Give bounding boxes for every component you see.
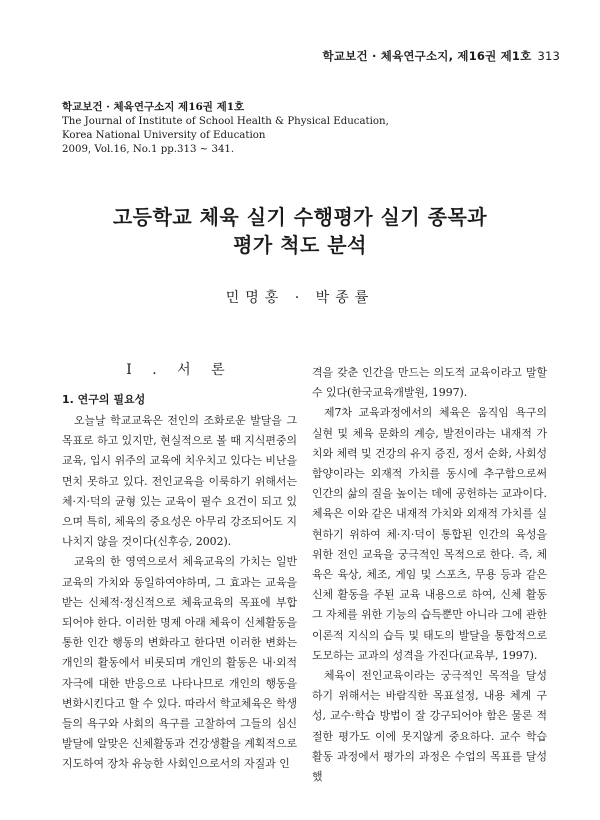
article-title [0, 203, 600, 259]
journal-title-english: The Journal of Institute of School Health & Physical Education, [62, 116, 389, 127]
article-title-line1: 고등학교 체육 실기 수행평가 실기 종목과 [112, 205, 488, 229]
paragraph: 제7차 교육과정에서의 체육은 움직임 욕구의 실현 및 체육 문화의 계승, 발전이라는 내재적 가치와 체력 및 건강의 유지 증진, 정서 순화, 사회성 함양이라는 외재적 가치를 동시에 추구함으로써 인간의 삶의 질을 높이는 데에 공헌하는 교과이다. 체육은 이와 같은 내재적 가치와 외재적 가치를 실현하기 위하여 체·지·덕이 통합된 인간의 육성을 위한 전인 교육을 궁극적인 목적으로 한다. 즉, 체육은 육상, 체조, 게임 및 스포츠, 무용 등과 같은 신체 활동을 주된 교육 내용으로 하여, 신체 활동 그 자체를 위한 기능의 습득뿐만 아니라 그에 관한 이론적 지식의 습득 및 태도의 발달을 통합적으로 도모하는 교과의 성격을 가진다(교육부, 1997). [312, 406, 547, 662]
journal-title-korean: 학교보건 · 체육연구소지 제16권 제1호 [62, 101, 245, 113]
paragraph: 체육이 전인교육이라는 궁극적인 목적을 달성하기 위해서는 바람직한 목표설정, 내용 체계 구성, 교수·학습 방법이 잘 강구되어야 함은 물론 적절한 평가도 이에 못지않게 중요하다. 교수 학습 활동 과정에서 평가의 과정은 수업의 목표를 달성했 [312, 669, 547, 784]
left-column [62, 360, 297, 775]
section-heading: I . 서 론 [126, 362, 233, 378]
subsection-heading: 1. 연구의 필요성 [62, 393, 146, 406]
article-title-line2: 평가 척도 분석 [233, 233, 367, 257]
right-column [312, 363, 547, 787]
paragraph: 오늘날 학교교육은 전인의 조화로운 발달을 그 목표로 하고 있지만, 현실적으로 볼 때 지식편중의 교육, 입시 위주의 교육에 치우치고 있다는 비난을 면치 못하고 있다. 전인교육을 이룩하기 위해서는 체·지·덕의 균형 있는 교육이 필수 요건이 되고 있으며 특히, 체육의 중요성은 아무리 강조되어도 지나치지 않을 것이다(신후승, 2002). [62, 414, 297, 549]
page-number: 313 [537, 49, 560, 63]
paragraph: 격을 갖춘 인간을 만드는 의도적 교육이라고 말할 수 있다(한국교육개발원, 1997). [312, 366, 547, 400]
paragraph: 교육의 한 영역으로서 체육교육의 가치는 일반 교육의 가치와 동일하여야하며, 그 효과는 교육을 받는 신체적·정신적으로 체육교육의 목표에 부합되어야 한다. 이러한 명제 아래 체육이 신체활동을 통한 인간 행동의 변화라고 한다면 이러한 변화는 개인의 활동에서 비롯되며 개인의 활동은 내·외적 자극에 대한 반응으로 나타나므로 개인의 행동을 변화시킨다고 할 수 있다. 따라서 학교체육은 학생들의 욕구와 사회의 욕구를 고찰하여 그들의 심신 발달에 알맞은 신체활동과 건강생활을 계획적으로 지도하여 장차 유능한 사회인으로서의 자질과 인 [62, 555, 297, 771]
journal-info [62, 100, 389, 157]
running-header [323, 48, 560, 64]
journal-publisher: Korea National University of Education [62, 130, 266, 141]
article-authors: 민명홍 · 박종률 [225, 290, 375, 306]
journal-citation: 2009, Vol.16, No.1 pp.313 ~ 341. [62, 144, 235, 155]
running-header-journal: 학교보건 · 체육연구소지, 제16권 제1호 [322, 49, 532, 63]
